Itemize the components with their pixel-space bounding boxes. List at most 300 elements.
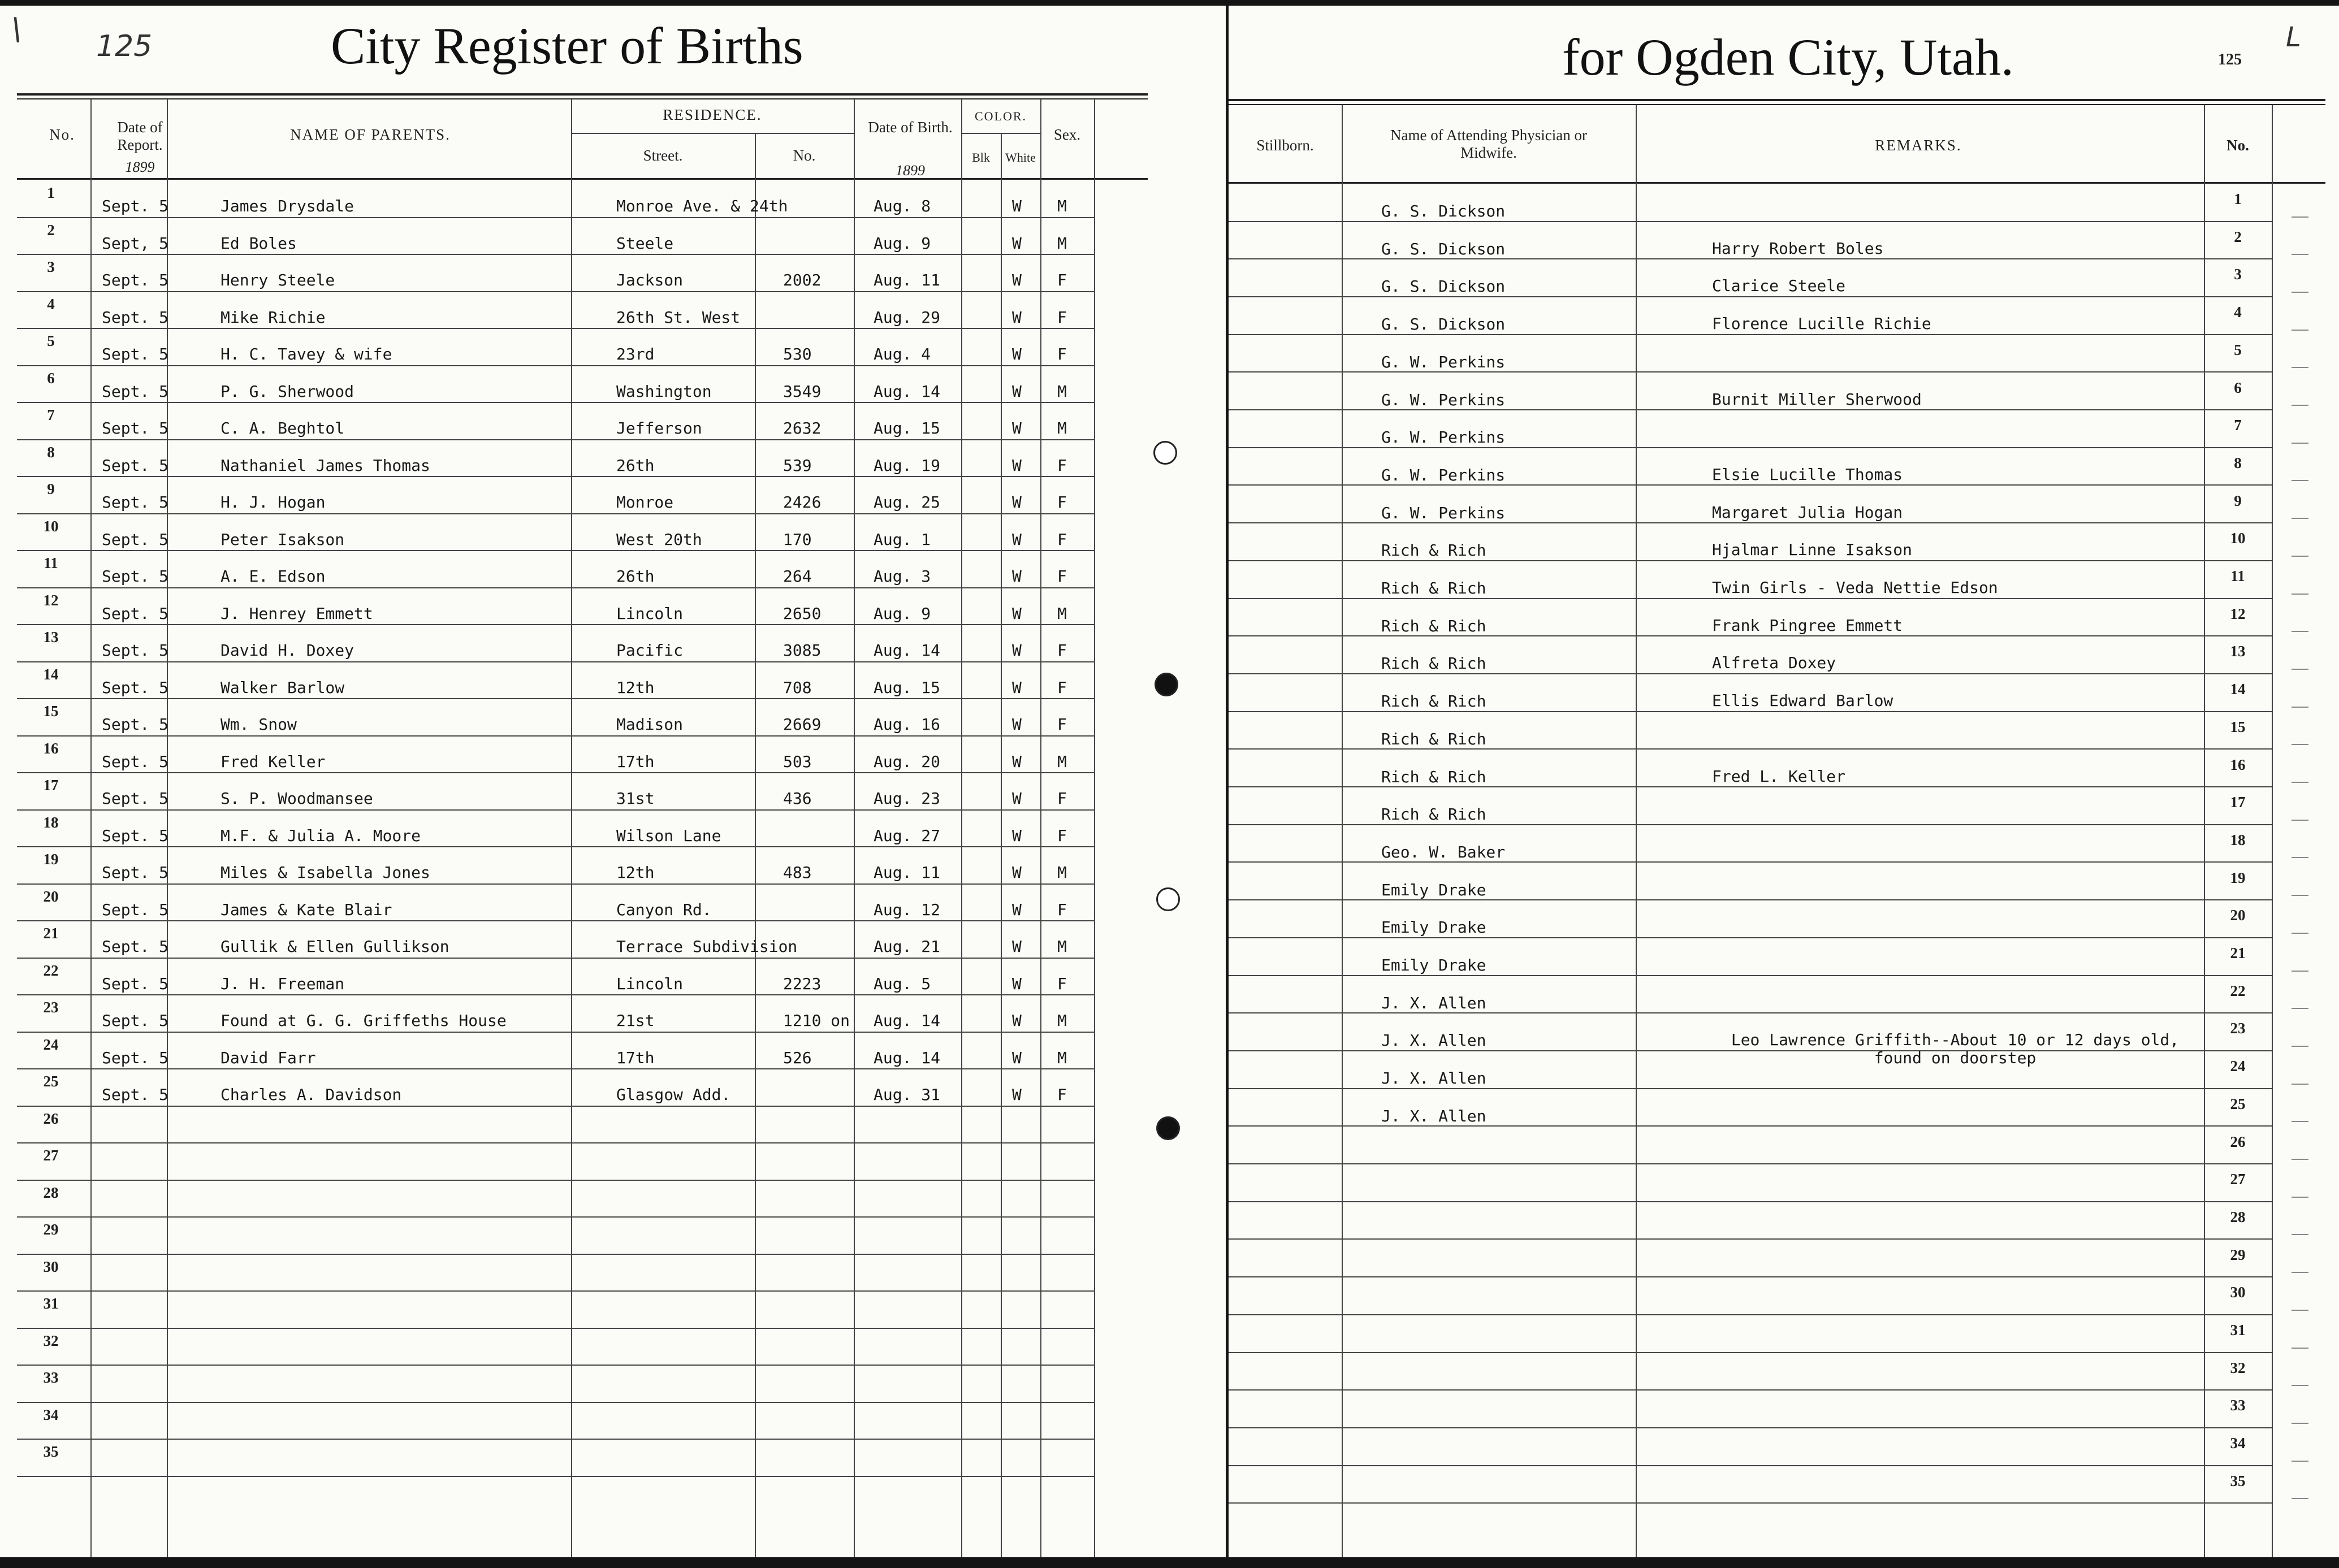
remarks: Margaret Julia Hogan	[1712, 503, 1903, 522]
header-residence-no: No.	[793, 147, 816, 164]
row-rule	[1229, 598, 2272, 599]
row-number-right: 12	[2230, 605, 2246, 622]
header-date-of-birth: Date of Birth.	[868, 119, 953, 136]
row-rule	[17, 772, 1094, 773]
row-number-right: 35	[2230, 1472, 2246, 1489]
left-ledger-page	[0, 6, 1226, 1557]
margin-tick	[2292, 895, 2308, 896]
row-number: 11	[44, 555, 58, 571]
parents-name: Nathaniel James Thomas	[221, 456, 430, 475]
printed-page-number: 125	[2218, 51, 2242, 68]
remarks: Elsie Lucille Thomas	[1712, 465, 1903, 484]
binder-hole	[1155, 673, 1178, 696]
attending-physician: J. X. Allen	[1381, 1106, 1486, 1125]
birth-date: Aug. 20	[874, 752, 941, 771]
parents-name: M.F. & Julia A. Moore	[221, 826, 421, 845]
parents-name: A. E. Edson	[221, 567, 326, 586]
row-number: 17	[43, 777, 59, 794]
header-color: COLOR.	[974, 109, 1027, 123]
row-number: 12	[43, 591, 59, 609]
row-rule	[1229, 221, 2272, 222]
parents-name: P. G. Sherwood	[221, 382, 354, 401]
birth-date: Aug. 31	[874, 1085, 941, 1104]
row-rule	[17, 1290, 1094, 1292]
row-rule	[1229, 1314, 2272, 1315]
row-number-right: 11	[2230, 568, 2245, 584]
remarks: Frank Pingree Emmett	[1712, 616, 1903, 635]
row-number-right: 8	[2234, 454, 2242, 471]
sex: F	[1057, 641, 1067, 660]
birth-date: Aug. 14	[874, 382, 941, 401]
row-number: 20	[43, 887, 59, 905]
corner-check-mark: \	[11, 11, 22, 47]
residence-street: 12th	[616, 863, 655, 882]
sex: F	[1057, 345, 1067, 363]
row-rule	[17, 328, 1094, 329]
residence-street: 21st	[616, 1011, 655, 1030]
residence-number: 708	[783, 678, 812, 697]
color-white: W	[1012, 715, 1022, 734]
sex: M	[1057, 197, 1067, 215]
parents-name: Walker Barlow	[221, 678, 345, 697]
color-white: W	[1012, 752, 1022, 771]
parents-name: Mike Richie	[221, 307, 326, 327]
row-number-right: 31	[2230, 1322, 2246, 1339]
report-date: Sept. 5	[102, 382, 169, 401]
sex: F	[1057, 456, 1067, 475]
color-white: W	[1012, 937, 1022, 956]
report-date: Sept. 5	[102, 974, 169, 993]
row-number-right: 4	[2234, 304, 2242, 321]
row-number: 1	[47, 184, 55, 201]
attending-physician: J. X. Allen	[1381, 993, 1486, 1012]
parents-name: C. A. Beghtol	[221, 419, 345, 438]
report-date: Sept. 5	[102, 604, 169, 623]
row-number: 21	[43, 925, 59, 942]
birth-date: Aug. 14	[874, 1048, 941, 1067]
row-rule	[1229, 258, 2272, 259]
color-white: W	[1012, 197, 1022, 215]
row-number: 16	[43, 739, 59, 757]
residence-street: 26th	[616, 567, 655, 586]
birth-date: Aug. 15	[874, 419, 941, 438]
top-double-rule	[17, 93, 1148, 96]
row-rule	[1229, 296, 2272, 297]
margin-tick	[2292, 480, 2308, 481]
header-physician: Name of Attending Physician or Midwife.	[1390, 127, 1587, 161]
row-number-right: 7	[2234, 417, 2242, 434]
row-rule	[17, 254, 1094, 255]
sex: F	[1057, 789, 1067, 808]
row-rule	[1229, 673, 2272, 674]
sex: F	[1057, 307, 1067, 327]
row-rule	[17, 1216, 1094, 1218]
row-number: 2	[47, 221, 55, 239]
row-number-right: 20	[2230, 907, 2246, 924]
binder-hole	[1156, 887, 1180, 911]
residence-street: 26th	[616, 456, 655, 475]
header-bottom-rule	[17, 178, 1148, 180]
report-date: Sept. 5	[102, 752, 169, 771]
color-white: W	[1012, 271, 1022, 289]
row-number: 32	[43, 1332, 59, 1349]
attending-physician: Geo. W. Baker	[1381, 842, 1506, 861]
report-date: Sept. 5	[102, 715, 169, 734]
row-number: 33	[43, 1369, 59, 1386]
residence-street: Jackson	[616, 271, 684, 289]
row-number-right: 3	[2234, 266, 2242, 283]
margin-tick	[2292, 971, 2308, 972]
margin-tick	[2292, 631, 2308, 632]
attending-physician: G. S. Dickson	[1381, 202, 1506, 220]
row-rule	[17, 1180, 1094, 1181]
residence-street: Jefferson	[616, 419, 702, 438]
register-title-continued: for Ogden City, Utah.	[1562, 28, 2014, 86]
report-date: Sept. 5	[102, 530, 169, 549]
row-rule	[17, 476, 1094, 477]
remarks: Burnit Miller Sherwood	[1712, 389, 1922, 409]
residence-street: Washington	[616, 382, 712, 401]
parents-name: Miles & Isabella Jones	[221, 863, 430, 882]
margin-tick	[2292, 707, 2308, 708]
row-number: 6	[47, 369, 55, 387]
row-number: 22	[43, 961, 59, 979]
row-rule	[17, 365, 1094, 366]
sex: M	[1057, 863, 1067, 882]
color-white: W	[1012, 604, 1022, 623]
row-rule	[1229, 522, 2272, 523]
row-rule	[17, 661, 1094, 662]
row-number-right: 21	[2230, 945, 2246, 961]
row-number: 23	[43, 999, 59, 1016]
row-rule	[1229, 1163, 2272, 1164]
residence-street: Glasgow Add.	[616, 1085, 731, 1104]
header-residence: RESIDENCE.	[663, 106, 762, 123]
attending-physician: G. W. Perkins	[1381, 503, 1506, 522]
sex: F	[1057, 530, 1067, 549]
attending-physician: Emily Drake	[1381, 880, 1486, 899]
row-rule	[17, 958, 1094, 959]
birth-date: Aug. 12	[874, 900, 941, 919]
birth-date: Aug. 15	[874, 678, 941, 697]
row-number-right: 10	[2230, 530, 2246, 547]
residence-number: 2650	[783, 604, 822, 623]
birth-date: Aug. 29	[874, 307, 941, 327]
report-date: Sept, 5	[102, 233, 169, 253]
residence-number: 2669	[783, 715, 822, 734]
margin-tick	[2292, 1121, 2308, 1122]
row-number: 30	[43, 1258, 59, 1275]
binder-hole	[1153, 441, 1177, 465]
row-number-right: 13	[2230, 643, 2246, 660]
remarks: Clarice Steele	[1712, 276, 1846, 296]
row-number-right: 16	[2230, 756, 2246, 773]
attending-physician: J. X. Allen	[1381, 1031, 1486, 1050]
parents-name: Found at G. G. Griffeths House	[221, 1011, 507, 1030]
residence-number: 526	[783, 1048, 812, 1067]
parents-name: Ed Boles	[221, 233, 297, 253]
residence-street: Canyon Rd.	[616, 900, 712, 919]
margin-tick	[2292, 1084, 2308, 1085]
color-white: W	[1012, 1011, 1022, 1030]
row-rule	[17, 1142, 1094, 1143]
row-rule	[17, 883, 1094, 885]
row-rule	[17, 809, 1094, 811]
row-rule	[1229, 1238, 2272, 1240]
row-number: 24	[43, 1036, 59, 1053]
parents-name: David H. Doxey	[221, 641, 354, 660]
row-number-right: 19	[2230, 869, 2246, 886]
row-number-right: 32	[2230, 1359, 2246, 1376]
row-rule	[17, 1106, 1094, 1107]
row-number-right: 15	[2230, 718, 2246, 735]
corner-mark: L	[2286, 21, 2301, 53]
report-date: Sept. 5	[102, 1011, 169, 1030]
residence-street: 12th	[616, 678, 655, 697]
birth-date: Aug. 3	[874, 567, 931, 586]
row-number: 19	[43, 851, 59, 868]
report-date: Sept. 5	[102, 271, 169, 289]
residence-street: 26th St. West	[616, 307, 741, 327]
parents-name: Fred Keller	[221, 752, 326, 771]
sex: M	[1057, 419, 1067, 438]
header-street: Street.	[643, 147, 683, 164]
sex: F	[1057, 493, 1067, 512]
row-rule	[1229, 1088, 2272, 1089]
remarks: Florence Lucille Richie	[1712, 314, 1931, 333]
remarks: Alfreta Doxey	[1712, 653, 1836, 673]
row-rule	[1229, 409, 2272, 410]
row-rule	[17, 1439, 1094, 1440]
sex: F	[1057, 567, 1067, 586]
header-sex: Sex.	[1053, 126, 1081, 143]
attending-physician: Rich & Rich	[1381, 767, 1486, 786]
parents-name: S. P. Woodmansee	[221, 789, 373, 808]
birth-date: Aug. 1	[874, 530, 931, 549]
row-number-right: 2	[2234, 228, 2242, 245]
row-rule	[1229, 635, 2272, 636]
report-date: Sept. 5	[102, 456, 169, 475]
color-white: W	[1012, 900, 1022, 919]
color-white: W	[1012, 789, 1022, 808]
row-rule	[1229, 1201, 2272, 1202]
row-number: 18	[43, 813, 59, 831]
row-number: 27	[43, 1147, 59, 1164]
attending-physician: J. X. Allen	[1381, 1069, 1486, 1088]
residence-number: 1210 on	[783, 1011, 850, 1030]
margin-tick	[2292, 254, 2308, 255]
attending-physician: Rich & Rich	[1381, 729, 1486, 748]
color-white: W	[1012, 641, 1022, 660]
report-date: Sept. 5	[102, 937, 169, 956]
residence-number: 436	[783, 789, 812, 808]
residence-number: 530	[783, 345, 812, 363]
residence-street: Monroe Ave. & 24th	[616, 197, 788, 215]
row-rule	[17, 1402, 1094, 1403]
report-date: Sept. 5	[102, 789, 169, 808]
residence-number: 264	[783, 567, 812, 586]
report-date: Sept. 5	[102, 307, 169, 327]
attending-physician: G. S. Dickson	[1381, 239, 1506, 258]
row-rule	[17, 513, 1094, 514]
remarks: Leo Lawrence Griffith--About 10 or 12 days old, found on doorstep	[1731, 1030, 2180, 1068]
row-rule	[1229, 560, 2272, 561]
remarks: Twin Girls - Veda Nettie Edson	[1712, 578, 1998, 597]
row-rule	[17, 1328, 1094, 1329]
margin-tick	[2292, 1234, 2308, 1235]
attending-physician: G. W. Perkins	[1381, 352, 1506, 371]
header-black: Blk	[972, 150, 990, 164]
remarks: Hjalmar Linne Isakson	[1712, 540, 1913, 560]
row-number: 34	[43, 1406, 59, 1423]
row-number: 7	[47, 406, 55, 423]
color-white: W	[1012, 678, 1022, 697]
row-rule	[17, 994, 1094, 995]
parents-name: H. C. Tavey & wife	[221, 345, 392, 363]
header-birth-year: 1899	[896, 162, 925, 179]
birth-date: Aug. 25	[874, 493, 941, 512]
report-date: Sept. 5	[102, 826, 169, 845]
margin-tick	[2292, 669, 2308, 670]
color-white: W	[1012, 419, 1022, 438]
row-number-right: 26	[2230, 1133, 2246, 1150]
residence-street: Wilson Lane	[616, 826, 721, 845]
margin-tick	[2292, 216, 2308, 218]
row-number-right: 34	[2230, 1435, 2246, 1452]
margin-tick	[2292, 1008, 2308, 1009]
attending-physician: Rich & Rich	[1381, 579, 1486, 597]
parents-name: J. Henrey Emmett	[221, 604, 373, 623]
birth-date: Aug. 9	[874, 604, 931, 623]
margin-tick	[2292, 1159, 2308, 1160]
row-number-right: 6	[2234, 379, 2242, 396]
row-number: 8	[47, 443, 55, 461]
margin-tick	[2292, 443, 2308, 444]
report-date: Sept. 5	[102, 419, 169, 438]
report-date: Sept. 5	[102, 863, 169, 882]
row-number-right: 28	[2230, 1208, 2246, 1225]
row-rule	[17, 1032, 1094, 1033]
row-rule	[17, 735, 1094, 737]
right-ledger-page	[1229, 6, 2339, 1557]
color-white: W	[1012, 1085, 1022, 1104]
sex: M	[1057, 937, 1067, 956]
row-number-right: 1	[2234, 190, 2242, 207]
attending-physician: G. W. Perkins	[1381, 465, 1506, 484]
margin-tick	[2292, 744, 2308, 745]
row-number-right: 27	[2230, 1171, 2246, 1188]
color-white: W	[1012, 345, 1022, 363]
row-number: 13	[43, 629, 59, 646]
parents-name: H. J. Hogan	[221, 493, 326, 512]
residence-street: Terrace Subdivision	[616, 937, 798, 956]
parents-name: J. H. Freeman	[221, 974, 345, 993]
birth-date: Aug. 11	[874, 271, 941, 289]
residence-number: 539	[783, 456, 812, 475]
handwritten-page-number: 125	[96, 29, 153, 63]
color-white: W	[1012, 307, 1022, 327]
row-rule	[1229, 748, 2272, 750]
remarks: Ellis Edward Barlow	[1712, 691, 1893, 711]
sex: F	[1057, 826, 1067, 845]
row-rule	[1229, 861, 2272, 863]
margin-tick	[2292, 933, 2308, 934]
margin-tick	[2292, 594, 2308, 595]
margin-tick	[2292, 405, 2308, 406]
row-number-right: 33	[2230, 1397, 2246, 1414]
row-rule	[17, 624, 1094, 625]
color-white: W	[1012, 530, 1022, 549]
residence-number: 3549	[783, 382, 822, 401]
row-rule	[17, 291, 1094, 292]
row-number-right: 17	[2230, 794, 2246, 811]
header-bottom-rule	[1229, 182, 2325, 184]
color-white: W	[1012, 233, 1022, 253]
residence-street: Steele	[616, 233, 674, 253]
row-rule	[1229, 937, 2272, 938]
row-number-right: 18	[2230, 831, 2246, 848]
sex: F	[1057, 974, 1067, 993]
birth-date: Aug. 14	[874, 1011, 941, 1030]
color-white: W	[1012, 863, 1022, 882]
top-double-rule	[1229, 99, 2325, 101]
margin-tick	[2292, 556, 2308, 557]
report-date: Sept. 5	[102, 197, 169, 215]
sex: M	[1057, 752, 1067, 771]
row-number-right: 22	[2230, 982, 2246, 999]
row-number-right: 9	[2234, 492, 2242, 509]
parents-name: Charles A. Davidson	[221, 1085, 402, 1104]
row-rule	[17, 698, 1094, 699]
binder-hole	[1156, 1116, 1180, 1140]
row-number: 28	[43, 1184, 59, 1201]
sex: F	[1057, 715, 1067, 734]
row-rule	[17, 439, 1094, 440]
row-rule	[1229, 1276, 2272, 1277]
report-date: Sept. 5	[102, 1085, 169, 1104]
row-number-right: 30	[2230, 1284, 2246, 1301]
parents-name: David Farr	[221, 1048, 316, 1067]
margin-tick	[2292, 518, 2308, 519]
residence-street: West 20th	[616, 530, 702, 549]
header-stillborn: Stillborn.	[1256, 137, 1314, 154]
header-date-of-report: Date of Report.	[117, 119, 163, 153]
row-rule	[1229, 1012, 2272, 1013]
row-number: 5	[47, 332, 55, 349]
row-number: 25	[43, 1073, 59, 1090]
report-date: Sept. 5	[102, 1048, 169, 1067]
row-rule	[17, 402, 1094, 403]
row-rule	[17, 587, 1094, 588]
header-no-right: No.	[2226, 137, 2249, 154]
row-number-right: 23	[2230, 1020, 2246, 1037]
birth-date: Aug. 16	[874, 715, 941, 734]
row-number: 26	[43, 1110, 59, 1127]
margin-tick	[2292, 292, 2308, 293]
attending-physician: G. S. Dickson	[1381, 315, 1506, 334]
row-rule	[17, 217, 1094, 218]
attending-physician: Rich & Rich	[1381, 541, 1486, 560]
birth-date: Aug. 23	[874, 789, 941, 808]
report-date: Sept. 5	[102, 900, 169, 919]
residence-number: 2632	[783, 419, 822, 438]
row-number: 14	[43, 665, 59, 683]
attending-physician: Emily Drake	[1381, 918, 1486, 937]
birth-date: Aug. 9	[874, 233, 931, 253]
parents-name: Peter Isakson	[221, 530, 345, 549]
margin-tick	[2292, 367, 2308, 368]
parents-name: Gullik & Ellen Gullikson	[221, 937, 449, 956]
